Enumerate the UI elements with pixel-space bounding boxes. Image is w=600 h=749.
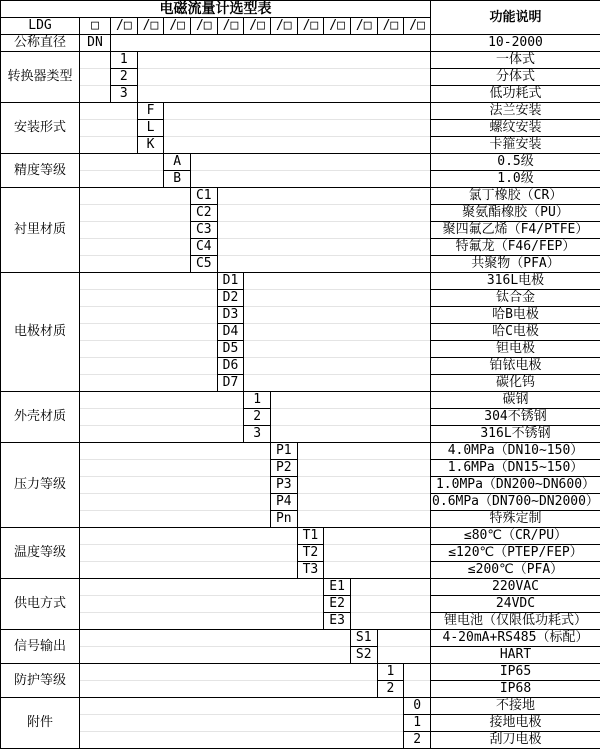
code-cell: D6 <box>217 358 244 375</box>
code-cell: A <box>164 154 191 171</box>
code-cell: D3 <box>217 307 244 324</box>
value-cell: 聚四氟乙烯（F4/PTFE） <box>431 222 600 239</box>
section-row <box>1 579 600 596</box>
code-box-slash: /□ <box>164 18 191 35</box>
empty-cell <box>137 52 430 69</box>
value-cell: 特氟龙（F46/FEP） <box>431 239 600 256</box>
value-cell: 304不锈钢 <box>431 409 600 426</box>
section-row <box>1 443 600 460</box>
empty-cell <box>80 392 244 409</box>
code-box-slash: /□ <box>404 18 431 35</box>
empty-cell <box>80 698 404 715</box>
empty-cell <box>80 205 191 222</box>
empty-cell <box>80 273 218 290</box>
code-cell: E3 <box>324 613 351 630</box>
value-cell: 螺纹安装 <box>431 120 600 137</box>
empty-cell <box>190 171 430 188</box>
code-cell: K <box>137 137 164 154</box>
empty-cell <box>164 137 431 154</box>
empty-cell <box>80 613 324 630</box>
empty-cell <box>80 715 404 732</box>
empty-cell <box>404 664 431 681</box>
value-cell: HART <box>431 647 600 664</box>
code-cell: C3 <box>190 222 217 239</box>
section-row <box>1 375 600 392</box>
code-cell: 3 <box>111 86 138 103</box>
value-cell: 220VAC <box>431 579 600 596</box>
empty-cell <box>80 239 191 256</box>
code-cell: C4 <box>190 239 217 256</box>
section-row <box>1 596 600 613</box>
empty-cell <box>80 732 404 749</box>
code-cell: P2 <box>270 460 297 477</box>
section-row <box>1 698 600 715</box>
empty-cell <box>80 596 324 613</box>
value-cell: 低功耗式 <box>431 86 600 103</box>
empty-cell <box>217 256 430 273</box>
code-box-blank: □ <box>80 18 111 35</box>
section-row <box>1 664 600 681</box>
empty-cell <box>80 86 111 103</box>
value-cell: 碳钢 <box>431 392 600 409</box>
empty-cell <box>80 290 218 307</box>
section-label: 公称直径 <box>1 35 80 52</box>
empty-cell <box>80 188 191 205</box>
code-cell: S1 <box>350 630 377 647</box>
code-cell: T2 <box>297 545 324 562</box>
value-cell: 钽电极 <box>431 341 600 358</box>
section-label: 供电方式 <box>1 579 80 630</box>
section-label: 安装形式 <box>1 103 80 154</box>
empty-cell <box>80 52 111 69</box>
section-row <box>1 681 600 698</box>
title-row <box>1 1 600 18</box>
code-cell: P1 <box>270 443 297 460</box>
empty-cell <box>80 664 378 681</box>
code-cell: 2 <box>404 732 431 749</box>
section-row <box>1 52 600 69</box>
empty-cell <box>80 477 271 494</box>
empty-cell <box>80 103 138 120</box>
code-cell: 0 <box>404 698 431 715</box>
section-row <box>1 256 600 273</box>
empty-cell <box>80 647 351 664</box>
empty-cell <box>80 494 271 511</box>
section-row <box>1 426 600 443</box>
code-cell: S2 <box>350 647 377 664</box>
code-cell: P3 <box>270 477 297 494</box>
empty-cell <box>297 494 430 511</box>
section-label: 附件 <box>1 698 80 749</box>
code-cell: T3 <box>297 562 324 579</box>
empty-cell <box>80 375 218 392</box>
value-cell: IP65 <box>431 664 600 681</box>
value-cell: 4-20mA+RS485（标配） <box>431 630 600 647</box>
empty-cell <box>217 222 430 239</box>
section-row <box>1 715 600 732</box>
code-cell: P4 <box>270 494 297 511</box>
code-cell: Pn <box>270 511 297 528</box>
empty-cell <box>244 273 431 290</box>
value-cell: 卡箍安装 <box>431 137 600 154</box>
code-cell: B <box>164 171 191 188</box>
section-row <box>1 545 600 562</box>
empty-cell <box>80 460 271 477</box>
code-cell: E1 <box>324 579 351 596</box>
value-cell: 共聚物（PFA） <box>431 256 600 273</box>
value-cell: 钛合金 <box>431 290 600 307</box>
section-label: 温度等级 <box>1 528 80 579</box>
value-cell: 1.0级 <box>431 171 600 188</box>
empty-cell <box>80 681 378 698</box>
code-cell: DN <box>80 35 111 52</box>
value-cell: ≤120℃（PTEP/FEP） <box>431 545 600 562</box>
value-cell: 分体式 <box>431 69 600 86</box>
empty-cell <box>164 120 431 137</box>
code-cell: D1 <box>217 273 244 290</box>
section-label: 转换器类型 <box>1 52 80 103</box>
value-cell: 哈B电极 <box>431 307 600 324</box>
empty-cell <box>377 647 430 664</box>
empty-cell <box>350 613 430 630</box>
value-cell: 0.6MPa（DN700~DN2000） <box>431 494 600 511</box>
empty-cell <box>324 562 431 579</box>
section-row <box>1 613 600 630</box>
empty-cell <box>80 154 164 171</box>
empty-cell <box>377 630 430 647</box>
section-label: 衬里材质 <box>1 188 80 273</box>
function-column-header: 功能说明 <box>431 1 600 35</box>
section-label: 外壳材质 <box>1 392 80 443</box>
code-cell: E2 <box>324 596 351 613</box>
empty-cell <box>217 239 430 256</box>
value-cell: 316L不锈钢 <box>431 426 600 443</box>
section-row <box>1 562 600 579</box>
section-row <box>1 154 600 171</box>
value-cell: 4.0MPa（DN10~150） <box>431 443 600 460</box>
section-row <box>1 273 600 290</box>
value-cell: 聚氨酯橡胶（PU） <box>431 205 600 222</box>
value-cell: 1.6MPa（DN15~150） <box>431 460 600 477</box>
empty-cell <box>244 375 431 392</box>
empty-cell <box>244 358 431 375</box>
empty-cell <box>80 562 298 579</box>
section-row <box>1 324 600 341</box>
value-cell: ≤200℃（PFA） <box>431 562 600 579</box>
code-cell: 2 <box>377 681 404 698</box>
code-cell: D4 <box>217 324 244 341</box>
section-row <box>1 222 600 239</box>
section-row <box>1 732 600 749</box>
code-cell: C5 <box>190 256 217 273</box>
section-row <box>1 103 600 120</box>
empty-cell <box>217 205 430 222</box>
code-cell: C1 <box>190 188 217 205</box>
section-row <box>1 528 600 545</box>
value-cell: 刮刀电极 <box>431 732 600 749</box>
code-box-slash: /□ <box>350 18 377 35</box>
section-label: 压力等级 <box>1 443 80 528</box>
code-cell: 2 <box>111 69 138 86</box>
value-cell: ≤80℃（CR/PU） <box>431 528 600 545</box>
empty-cell <box>80 307 218 324</box>
code-cell: 1 <box>377 664 404 681</box>
value-cell: 特殊定制 <box>431 511 600 528</box>
empty-cell <box>80 409 244 426</box>
section-row <box>1 239 600 256</box>
value-cell: 不接地 <box>431 698 600 715</box>
code-cell: 3 <box>244 426 271 443</box>
value-cell: 10-2000 <box>431 35 600 52</box>
value-cell: 法兰安装 <box>431 103 600 120</box>
value-cell: 锂电池（仅限低功耗式） <box>431 613 600 630</box>
empty-cell <box>80 545 298 562</box>
empty-cell <box>350 579 430 596</box>
code-box-slash: /□ <box>324 18 351 35</box>
value-cell: 一体式 <box>431 52 600 69</box>
empty-cell <box>80 443 271 460</box>
section-row <box>1 494 600 511</box>
code-cell: C2 <box>190 205 217 222</box>
code-cell: F <box>137 103 164 120</box>
code-cell: D7 <box>217 375 244 392</box>
empty-cell <box>297 443 430 460</box>
empty-cell <box>80 69 111 86</box>
empty-cell <box>137 69 430 86</box>
value-cell: 铂铱电极 <box>431 358 600 375</box>
empty-cell <box>190 154 430 171</box>
code-cell: L <box>137 120 164 137</box>
empty-cell <box>80 137 138 154</box>
empty-cell <box>244 324 431 341</box>
empty-cell <box>80 426 244 443</box>
section-row <box>1 460 600 477</box>
empty-cell <box>111 35 431 52</box>
empty-cell <box>270 392 430 409</box>
empty-cell <box>137 86 430 103</box>
empty-cell <box>244 290 431 307</box>
empty-cell <box>80 222 191 239</box>
empty-cell <box>270 426 430 443</box>
section-row <box>1 205 600 222</box>
empty-cell <box>80 358 218 375</box>
table-title: 电磁流量计选型表 <box>1 1 431 18</box>
code-box-slash: /□ <box>297 18 324 35</box>
value-cell: 接地电极 <box>431 715 600 732</box>
empty-cell <box>244 307 431 324</box>
section-row <box>1 35 600 52</box>
empty-cell <box>217 188 430 205</box>
section-row <box>1 409 600 426</box>
section-row <box>1 120 600 137</box>
section-row <box>1 137 600 154</box>
empty-cell <box>80 341 218 358</box>
code-cell: 1 <box>404 715 431 732</box>
empty-cell <box>350 596 430 613</box>
code-box-slash: /□ <box>137 18 164 35</box>
section-row <box>1 86 600 103</box>
section-row <box>1 188 600 205</box>
section-row <box>1 69 600 86</box>
section-row <box>1 511 600 528</box>
empty-cell <box>80 256 191 273</box>
code-cell: D2 <box>217 290 244 307</box>
section-row <box>1 358 600 375</box>
empty-cell <box>297 477 430 494</box>
section-row <box>1 341 600 358</box>
section-label: 防护等级 <box>1 664 80 698</box>
empty-cell <box>270 409 430 426</box>
code-cell: D5 <box>217 341 244 358</box>
value-cell: 0.5级 <box>431 154 600 171</box>
code-box-slash: /□ <box>244 18 271 35</box>
section-row <box>1 171 600 188</box>
code-box-slash: /□ <box>111 18 138 35</box>
section-row <box>1 290 600 307</box>
section-row <box>1 307 600 324</box>
empty-cell <box>244 341 431 358</box>
value-cell: 哈C电极 <box>431 324 600 341</box>
empty-cell <box>164 103 431 120</box>
ldg-label: LDG <box>1 18 80 35</box>
section-row <box>1 630 600 647</box>
section-row <box>1 392 600 409</box>
value-cell: 24VDC <box>431 596 600 613</box>
section-label: 电极材质 <box>1 273 80 392</box>
empty-cell <box>80 630 351 647</box>
empty-cell <box>80 324 218 341</box>
code-cell: 2 <box>244 409 271 426</box>
empty-cell <box>80 579 324 596</box>
code-cell: 1 <box>111 52 138 69</box>
section-row <box>1 647 600 664</box>
empty-cell <box>297 511 430 528</box>
empty-cell <box>324 545 431 562</box>
code-box-slash: /□ <box>377 18 404 35</box>
section-label: 精度等级 <box>1 154 80 188</box>
value-cell: 碳化钨 <box>431 375 600 392</box>
empty-cell <box>80 511 271 528</box>
code-box-slash: /□ <box>190 18 217 35</box>
value-cell: 1.0MPa（DN200~DN600） <box>431 477 600 494</box>
value-cell: 氯丁橡胶（CR） <box>431 188 600 205</box>
empty-cell <box>404 681 431 698</box>
code-cell: 1 <box>244 392 271 409</box>
value-cell: 316L电极 <box>431 273 600 290</box>
empty-cell <box>80 528 298 545</box>
empty-cell <box>297 460 430 477</box>
code-box-slash: /□ <box>270 18 297 35</box>
empty-cell <box>80 171 164 188</box>
code-box-slash: /□ <box>217 18 244 35</box>
code-cell: T1 <box>297 528 324 545</box>
value-cell: IP68 <box>431 681 600 698</box>
section-label: 信号输出 <box>1 630 80 664</box>
section-row <box>1 477 600 494</box>
empty-cell <box>80 120 138 137</box>
empty-cell <box>324 528 431 545</box>
